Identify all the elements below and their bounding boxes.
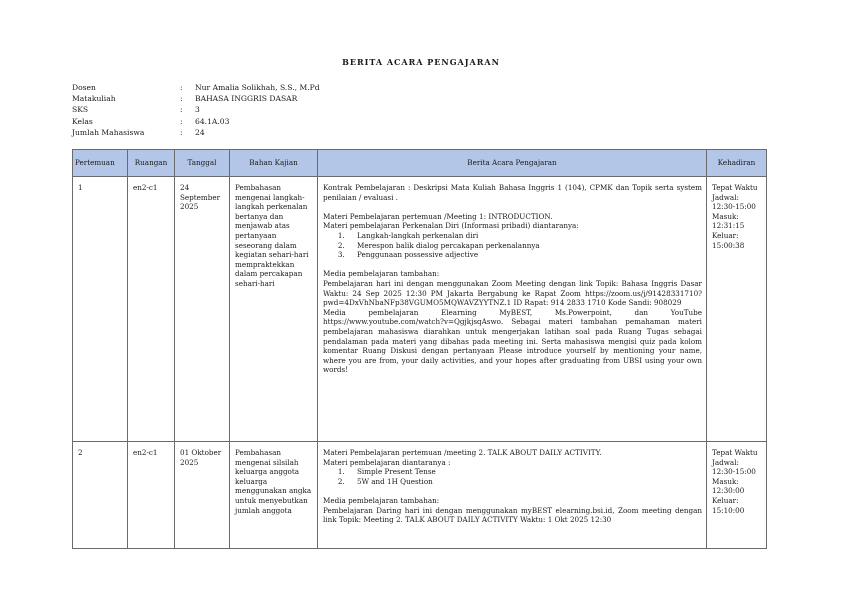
column-header-tanggal: Tanggal	[175, 150, 230, 177]
attendance-value: 12:31:15	[712, 221, 745, 231]
meta-colon: :	[180, 105, 183, 115]
column-header-pertemuan: Pertemuan	[73, 150, 128, 177]
meta-row-matakuliah	[72, 93, 320, 104]
column-header-kehadiran: Kehadiran	[707, 150, 767, 177]
meta-row-dosen	[72, 82, 320, 93]
meta-label: Dosen	[72, 83, 96, 92]
meta-label: Jumlah Mahasiswa	[72, 127, 145, 137]
meta-value: BAHASA INGGRIS DASAR	[195, 94, 298, 104]
attendance-label: Masuk:	[712, 211, 739, 221]
cell-ruangan: en2-c1	[128, 442, 175, 549]
meta-value: Nur Amalia Solikhah, S.S., M.Pd	[195, 83, 320, 92]
berita-paragraph: Materi Pembelajaran pertemuan /Meeting 1: INTRODUCTION.	[323, 211, 553, 221]
column-header-bahan-kajian: Bahan Kajian	[230, 150, 318, 177]
cell-kehadiran	[707, 177, 767, 442]
meta-row-sks	[72, 104, 320, 115]
cell-kehadiran	[707, 442, 767, 549]
meta-label: Matakuliah	[72, 94, 116, 104]
berita-paragraph: Media pembelajaran Elearning MyBEST, Ms.Powerpoint, dan YouTube https://www.youtube.com/watch?v=QgjkjsqAswo. Sebagai materi tambahan pemahaman materi pembelajaran mahasiswa diarahkan untuk mengerjakan latihan soal pada Ruang Tugas sebagai pendalaman pada materi yang dibahas pada meeting ini. Serta mahasiswa mengisi quiz pada kolom komentar Ruang Diskusi dengan pertanyaan Please introduce yourself by mentioning your name, where you are from, your daily activities, and your hopes after graduating from UBSI using your own words!	[323, 307, 702, 375]
cell-pertemuan: 2	[73, 442, 128, 549]
berita-paragraph: Materi pembelajaran Perkenalan Diri (Informasi pribadi) diantaranya:	[323, 221, 579, 231]
meta-row-kelas	[72, 116, 320, 127]
attendance-value: 15:10:00	[712, 505, 745, 515]
meta-value: 3	[195, 105, 200, 115]
cell-berita-acara	[318, 177, 707, 442]
course-info	[72, 82, 320, 138]
cell-ruangan: en2-c1	[128, 177, 175, 442]
berita-paragraph: Pembelajaran Daring hari ini dengan menggunakan myBEST elearning.bsi.id, Zoom meeting dengan link Topik: Meeting 2. TALK ABOUT DAILY ACTIVITY Waktu: 1 Okt 2025 12:30	[323, 505, 702, 525]
attendance-label: Keluar:	[712, 230, 739, 240]
page-title: BERITA ACARA PENGAJARAN	[342, 57, 500, 67]
material-list	[323, 467, 702, 486]
attendance-label: Jadwal:	[712, 457, 739, 467]
meta-colon: :	[180, 83, 183, 92]
berita-paragraph: Pembelajaran hari ini dengan menggunakan Zoom Meeting dengan link Topik: Bahasa Inggris Dasar Waktu: 24 Sep 2025 12:30 PM Jakarta Bergabung ke Rapat Zoom https://zoom.us/j/91428331710?pwd=4DxVhNbaNFp38VGUMO5MQWAVZYYTNZ.1 ID Rapat: 914 2833 1710 Kode Sandi: 908029	[323, 278, 702, 308]
berita-paragraph: Kontrak Pembelajaran : Deskripsi Mata Kuliah Bahasa Inggris 1 (104), CPMK dan Topik serta system penilaian / evaluasi .	[323, 183, 702, 202]
table-row	[73, 177, 767, 442]
cell-bahan-kajian: Pembahasan mengenai silsilah keluarga anggota keluarga menggunakan angka untuk menyebutkan jumlah anggota	[230, 442, 318, 549]
list-item: 1. Langkah-langkah perkenalan diri	[347, 231, 702, 241]
attendance-value: 12:30-15:00	[712, 202, 756, 212]
attendance-value: 12:30-15:00	[712, 467, 756, 477]
cell-berita-acara	[318, 442, 707, 549]
cell-bahan-kajian: Pembahasan mengenai langkah-langkah perkenalan bertanya dan menjawab atas pertanyaan seseorang dalam kegiatan sehari-hari mempraktekkan dalam percakapan sehari-hari	[230, 177, 318, 442]
column-header-ruangan: Ruangan	[128, 150, 175, 177]
list-item: 2. 5W and 1H Question	[347, 477, 702, 487]
berita-paragraph: Materi Pembelajaran pertemuan /meeting 2. TALK ABOUT DAILY ACTIVITY.	[323, 448, 602, 457]
berita-paragraph: Media pembelajaran tambahan:	[323, 495, 440, 505]
meta-colon: :	[180, 127, 183, 137]
list-item: 3. Penggunaan possessive adjective	[347, 250, 702, 260]
teaching-record-table	[72, 149, 767, 549]
attendance-label: Jadwal:	[712, 192, 739, 202]
table-row	[73, 442, 767, 549]
meta-row-jumlah-mahasiswa	[72, 127, 320, 138]
meta-label: Kelas	[72, 116, 93, 126]
attendance-label: Masuk:	[712, 476, 739, 486]
meta-value: 24	[195, 127, 205, 137]
cell-tanggal: 24 September 2025	[175, 177, 230, 442]
cell-pertemuan: 1	[73, 177, 128, 442]
meta-value: 64.1A.03	[195, 116, 230, 126]
berita-paragraph: Materi pembelajaran diantaranya :	[323, 457, 451, 467]
attendance-status: Tepat Waktu	[712, 183, 758, 192]
cell-tanggal: 01 Oktober 2025	[175, 442, 230, 549]
attendance-status: Tepat Waktu	[712, 448, 758, 457]
meta-colon: :	[180, 94, 183, 104]
column-header-berita-acara: Berita Acara Pengajaran	[318, 150, 707, 177]
berita-paragraph: Media pembelajaran tambahan:	[323, 269, 440, 279]
list-item: 2. Merespon balik dialog percakapan perkenalannya	[347, 241, 702, 251]
meta-label: SKS	[72, 105, 89, 115]
material-list	[323, 231, 702, 260]
attendance-label: Keluar:	[712, 495, 739, 505]
table-header-row	[73, 150, 767, 177]
attendance-value: 12:30:00	[712, 486, 745, 496]
meta-colon: :	[180, 116, 183, 126]
attendance-value: 15:00:38	[712, 240, 745, 250]
list-item: 1. Simple Present Tense	[347, 467, 702, 477]
